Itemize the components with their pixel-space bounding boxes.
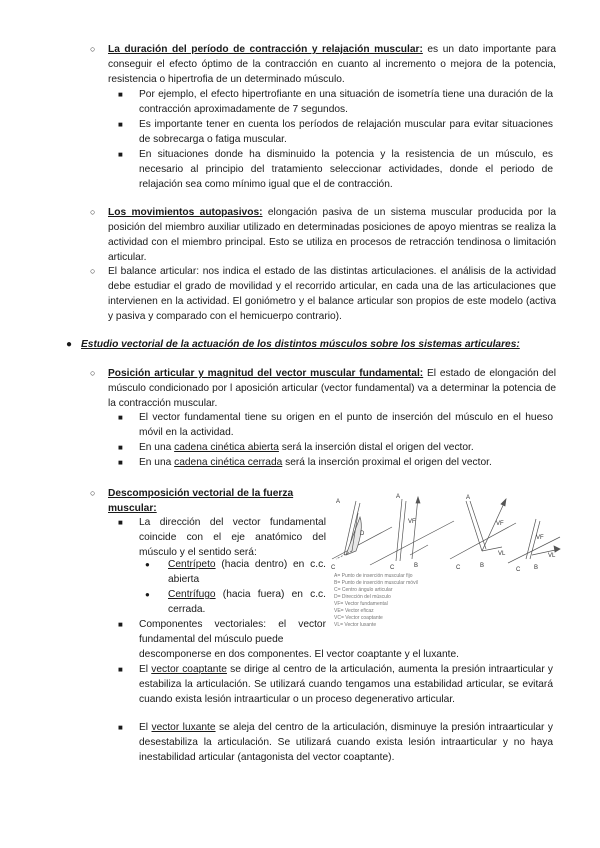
- centrifugo-item: Centrífugo (hacia fuera) en c.c. cerrada.: [168, 589, 326, 615]
- square-bullet-icon: ■: [118, 518, 123, 527]
- label-b: B: [414, 563, 419, 569]
- centripeto-item: Centrípeto (hacia dentro) en c.c. abierta: [168, 559, 326, 585]
- posicion-bullet-cerrada: En una cadena cinética cerrada será la inserción proximal el origen del vector.: [139, 457, 492, 468]
- legend-item: A= Punto de inserción muscular fijo: [334, 573, 413, 579]
- circle-bullet-icon: ○: [90, 488, 96, 498]
- cadena-abierta-term: cadena cinética abierta: [174, 442, 279, 453]
- legend-item: D= Dirección del músculo: [334, 594, 391, 600]
- estudio-title: Estudio vectorial de la actuación de los distintos músculos sobre los sistemas articulares:: [81, 339, 520, 350]
- circle-bullet-icon: ○: [90, 266, 96, 276]
- square-bullet-icon: ■: [118, 90, 123, 99]
- cadena-cerrada-term: cadena cinética cerrada: [174, 457, 283, 468]
- square-bullet-icon: ■: [118, 443, 123, 452]
- direccion-text: La dirección del vector fundamental coincide con el eje anatómico del músculo y el sentido será:: [139, 517, 326, 558]
- circle-bullet-icon: ○: [90, 44, 96, 54]
- label-c: C: [516, 567, 521, 573]
- square-bullet-icon: ■: [118, 413, 123, 422]
- autopasivos-text: elongación pasiva de un sistema muscular producida por la posición del miembro auxiliar utilizado en determinadas posiciones de apoyo mientras se realiza la actividad con el miembro principal. Esto se utiliza en procesos de retracción tendinosa o limitación articular.: [108, 207, 556, 263]
- square-bullet-icon: ■: [118, 120, 123, 129]
- circle-bullet-icon: ○: [90, 207, 96, 217]
- posicion-title: Posición articular y magnitud del vector muscular fundamental:: [108, 368, 424, 379]
- diagram-legend: [334, 573, 418, 628]
- duracion-lead: es un dato importante para conseguir el efecto óptimo de la contracción en cuanto al incremento o mejora de la potencia, resistencia o hipertrofia de un determinado músculo.: [108, 44, 556, 85]
- coaptante-term: vector coaptante: [151, 664, 227, 675]
- disc-bullet-icon: ●: [66, 339, 73, 350]
- legend-item: VE= Vector eficaz: [334, 608, 374, 614]
- disc-bullet-icon: ●: [145, 560, 150, 569]
- label-vl: VL: [498, 551, 506, 557]
- diagram-panel-1: [332, 501, 392, 559]
- disc-bullet-icon: ●: [145, 590, 150, 599]
- componentes-text: Componentes vectoriales: el vector fundamental del músculo puede: [139, 619, 326, 645]
- autopasivos-title: Los movimientos autopasivos:: [108, 207, 263, 218]
- balance-paragraph: El balance articular: nos indica el estado de las distintas articulaciones. el análisis de la actividad debe estudiar el grado de movilidad y el recorrido articular, en cada una de las articulaciones que intervienen en la actividad. El goniómetro y el balance articular son propios de este modelo (activa y pasiva y comparado con el hemicuerpo contrario).: [108, 266, 556, 322]
- diagram-panel-3: [450, 499, 516, 559]
- label-vf: VF: [536, 535, 544, 541]
- posicion-bullet-abierta: En una cadena cinética abierta será la inserción distal el origen del vector.: [139, 442, 474, 453]
- label-vl: VL: [548, 553, 556, 559]
- coaptante-paragraph: El vector coaptante se dirige al centro de la articulación, aumenta la presión intraarticular y estabiliza la articulación. Se utilizará cuando tengamos una estabilidad articular, se evitará cuando exista lesión intraarticular o un proceso degenerativo articular.: [139, 664, 554, 705]
- label-c: C: [331, 565, 336, 571]
- duracion-bullet-3: En situaciones donde ha disminuido la potencia y la resistencia de un músculo, es necesario al principio del tratamiento seleccionar actividades, donde el periodo de relajación sea como mínimo igual que el de contracción.: [139, 149, 553, 190]
- label-b: B: [480, 563, 485, 569]
- duracion-paragraph: [108, 42, 556, 87]
- square-bullet-icon: ■: [118, 458, 123, 467]
- circle-bullet-icon: ○: [90, 368, 96, 378]
- label-vf: VF: [408, 519, 416, 525]
- square-bullet-icon: ■: [118, 150, 123, 159]
- duracion-bullet-2: Es importante tener en cuenta los períodos de relajación muscular para evitar situaciones de sobrecarga o fatiga muscular.: [139, 119, 553, 145]
- label-c: C: [456, 565, 461, 571]
- legend-item: VL= Vector luxante: [334, 622, 377, 628]
- label-b: B: [534, 565, 539, 571]
- luxante-term: vector luxante: [151, 722, 216, 733]
- label-a: A: [466, 495, 471, 501]
- autopasivos-paragraph: [108, 205, 556, 265]
- square-bullet-icon: ■: [118, 665, 123, 674]
- posicion-paragraph: [108, 366, 556, 411]
- square-bullet-icon: ■: [118, 620, 123, 629]
- label-a: A: [336, 499, 341, 505]
- diagram-panel-2: [370, 497, 454, 565]
- descomposicion-title: Descomposición vectorial de la fuerza muscular:: [108, 488, 294, 514]
- legend-item: B= Punto de inserción muscular móvil: [334, 580, 418, 586]
- posicion-text: El estado de elongación del músculo condicionado por l aposición articular (vector fundamental) va a determinar la potencia de la contracción muscular.: [108, 368, 556, 409]
- duracion-bullet-1: Por ejemplo, el efecto hipertrofiante en una situación de isometría tiene una duración de la contracción aproximadamente de 7 segundos.: [139, 89, 553, 115]
- vector-diagram: [330, 493, 562, 633]
- luxante-paragraph: El vector luxante se aleja del centro de la articulación, disminuye la presión intraarticular y desestabiliza la articulación. Se utilizará cuando exista lesión intraarticular y no haya inestabilidad articular (antagonista del vector coaptante).: [139, 722, 553, 763]
- componentes-tail: descomponerse en dos componentes. El vector coaptante y el luxante.: [139, 649, 459, 660]
- duracion-title: La duración del período de contracción y relajación muscular:: [108, 44, 423, 55]
- label-d: D: [360, 531, 365, 537]
- label-vf: VF: [496, 521, 504, 527]
- label-a: A: [396, 494, 401, 500]
- square-bullet-icon: ■: [118, 723, 123, 732]
- legend-item: VF= Vector fundamental: [334, 601, 388, 607]
- legend-item: VC= Vector coaptante: [334, 615, 383, 621]
- posicion-bullet-1: El vector fundamental tiene su origen en el punto de inserción del músculo en el hueso móvil en la actividad.: [139, 412, 553, 438]
- label-c: C: [390, 565, 395, 571]
- legend-item: C= Centro ángulo articular: [334, 587, 393, 593]
